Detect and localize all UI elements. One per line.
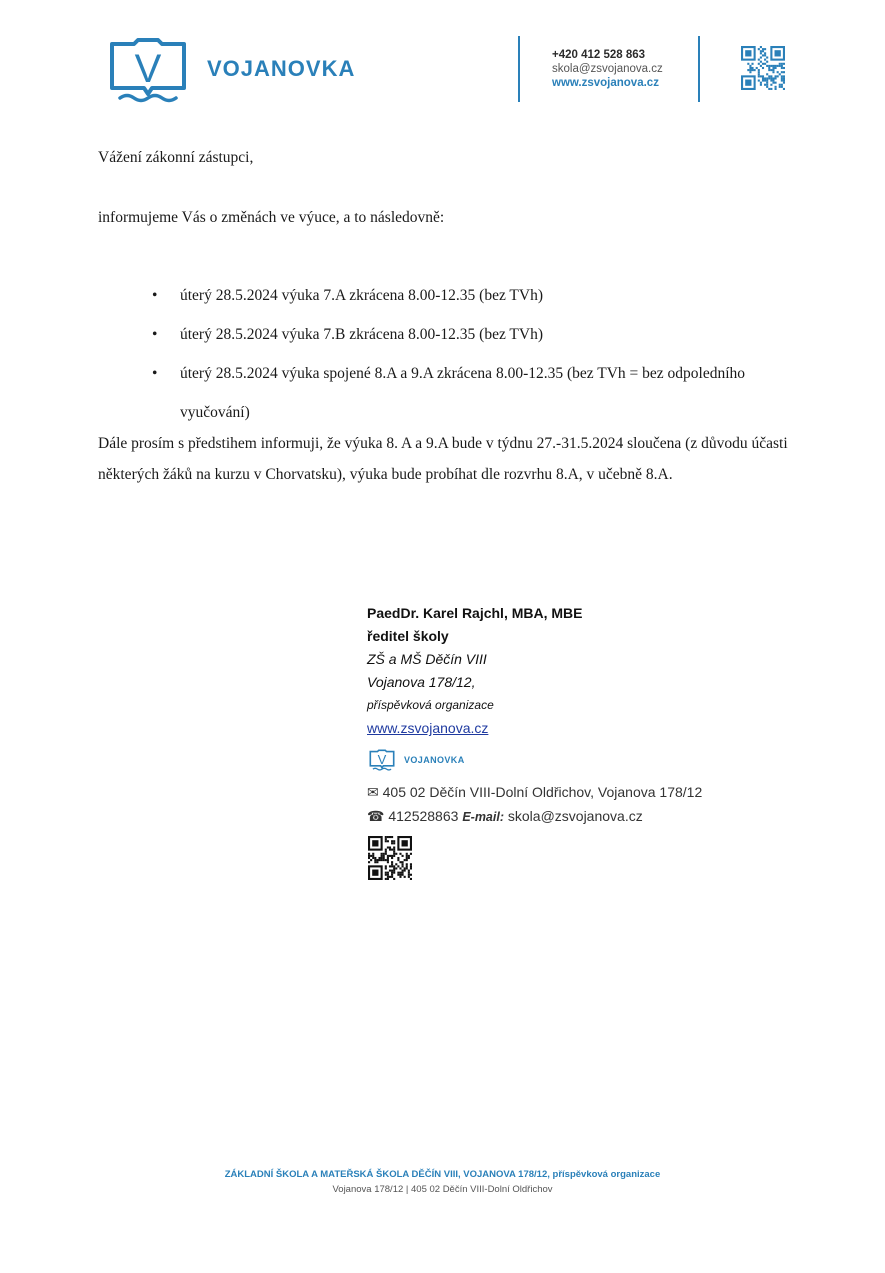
intro-text: informujeme Vás o změnách ve výuce, a to následovně: xyxy=(98,209,445,226)
school-name: ZŠ a MŠ Děčín VIII xyxy=(367,651,487,667)
qr-code-icon xyxy=(741,46,785,90)
header-divider xyxy=(518,36,520,102)
address-text: 405 02 Děčín VIII-Dolní Oldřichov, Vojanova 178/12 xyxy=(382,784,703,800)
email-label: E-mail: xyxy=(462,810,504,824)
header-website: www.zsvojanova.cz xyxy=(552,77,659,89)
list-item-text: úterý 28.5.2024 výuka 7.B zkrácena 8.00-12.35 (bez TVh) xyxy=(180,326,544,343)
email-address[interactable]: skola@zsvojanova.cz xyxy=(507,808,643,824)
phone-number: 412528863 xyxy=(388,808,459,824)
header-contact xyxy=(552,48,663,90)
bullet-icon: • xyxy=(152,287,158,304)
list-item xyxy=(150,354,770,432)
brand-name: VOJANOVKA xyxy=(207,56,356,81)
signatory-role: ředitel školy xyxy=(367,628,449,644)
vojanovka-logo-icon xyxy=(108,36,188,104)
qr-code-signature-icon xyxy=(368,836,412,880)
org-type: příspěvková organizace xyxy=(367,698,494,712)
footer-address: Vojanova 178/12 | 405 02 Děčín VIII-Dolní Oldřichov xyxy=(332,1184,553,1195)
vojanovka-logo-small-icon xyxy=(369,748,395,772)
school-street: Vojanova 178/12, xyxy=(367,674,476,690)
svg-text:V: V xyxy=(377,751,387,767)
greeting: Vážení zákonní zástupci, xyxy=(98,149,254,166)
qr-top-modules xyxy=(741,46,785,90)
header-email: skola@zsvojanova.cz xyxy=(552,63,663,75)
bullet-icon: • xyxy=(152,326,158,343)
info-paragraph: Dále prosím s předstihem informuji, že výuka 8. A a 9.A bude v týdnu 27.-31.5.2024 sloučena (z důvodu účasti některých žáků na kurzu v Chorvatsku), výuka bude probíhat dle rozvrhu 8.A, v učebně 8.A. xyxy=(98,435,788,483)
header-divider-right xyxy=(698,36,700,102)
signature-address xyxy=(367,784,702,801)
phone-icon: ☎ xyxy=(367,808,385,824)
website-link[interactable]: www.zsvojanova.cz xyxy=(367,720,489,736)
header-phone: +420 412 528 863 xyxy=(552,49,646,61)
list-item-text: úterý 28.5.2024 výuka 7.A zkrácena 8.00-12.35 (bez TVh) xyxy=(180,287,544,304)
signature-contact xyxy=(367,808,643,825)
envelope-icon: ✉ xyxy=(367,784,379,800)
signature-block xyxy=(367,602,583,740)
list-item xyxy=(150,276,770,315)
list-item-text: úterý 28.5.2024 výuka spojené 8.A a 9.A zkrácena 8.00-12.35 (bez TVh = bez odpoledního vyučování) xyxy=(180,365,746,421)
change-list xyxy=(150,276,770,432)
bullet-icon: • xyxy=(152,365,158,382)
svg-text:V: V xyxy=(134,47,162,91)
list-item xyxy=(150,315,770,354)
signature-brand: VOJANOVKA xyxy=(404,755,465,765)
footer-school-name: ZÁKLADNÍ ŠKOLA A MATEŘSKÁ ŠKOLA DĚČÍN VIII, VOJANOVA 178/12, příspěvková organizace xyxy=(224,1169,661,1180)
signatory-name: PaedDr. Karel Rajchl, MBA, MBE xyxy=(367,605,583,621)
